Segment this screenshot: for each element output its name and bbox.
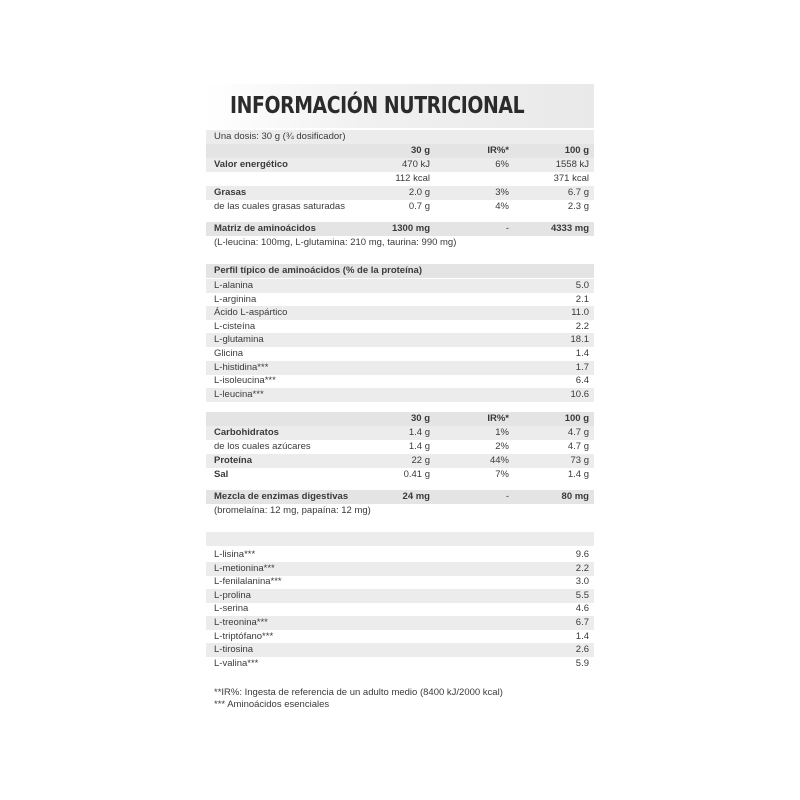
amino-row (206, 306, 594, 320)
amino-row (206, 293, 594, 307)
amino-value: 6.7 (575, 617, 589, 628)
amino-name: L-triptófano*** (214, 630, 274, 642)
salt-row (206, 468, 594, 482)
amino-value: 2.6 (575, 644, 589, 656)
amino-name: L-cisteína (214, 320, 256, 332)
protein-30: 22 g (411, 455, 430, 466)
fat-ir: 3% (495, 187, 509, 198)
carbs-100: 4.7 g (567, 427, 589, 438)
saturated-row (206, 200, 594, 214)
amino-row (206, 279, 594, 293)
salt-100: 1.4 g (567, 469, 589, 480)
sugars-label: de los cuales azúcares (214, 441, 311, 452)
salt-label: Sal (214, 469, 229, 480)
amino-name: Glicina (214, 348, 244, 359)
energy-kj-30: 470 kJ (402, 159, 430, 170)
amino-value: 3.0 (575, 576, 589, 588)
amino-matrix-label: Matriz de aminoácidos (214, 223, 316, 234)
amino-name: L-treonina*** (214, 617, 268, 628)
protein-label: Proteína (214, 455, 253, 466)
enzymes-detail-row (206, 504, 594, 518)
energy-kcal-100: 371 kcal (553, 173, 589, 184)
energy-kj-100: 1558 kJ (555, 159, 589, 170)
amino-row (206, 320, 594, 334)
energy-label: Valor energético (214, 159, 288, 170)
amino-value: 1.7 (575, 361, 589, 373)
amino-value: 10.6 (570, 388, 589, 400)
amino-row (206, 630, 594, 644)
carbs-ir: 1% (495, 427, 509, 438)
amino-value: 5.9 (575, 657, 589, 669)
amino-name: L-tirosina (214, 644, 254, 656)
amino-matrix-ir: - (505, 223, 509, 234)
sugars-ir: 2% (495, 441, 509, 452)
protein-100: 73 g (570, 455, 589, 466)
dose-label: Una dosis: 30 g (¾ dosificador) (214, 131, 346, 142)
enzymes-30: 24 mg (402, 491, 430, 502)
amino-row (206, 657, 594, 671)
enzymes-label: Mezcla de enzimas digestivas (214, 491, 349, 502)
amino-row (206, 562, 594, 576)
amino-value: 1.4 (575, 630, 589, 642)
amino-value: 2.2 (575, 320, 589, 332)
spacer-row (206, 532, 594, 546)
amino-value: 5.0 (575, 280, 589, 291)
header-row-2 (206, 412, 594, 426)
header-100g: 100 g (564, 145, 589, 156)
footnote-ir: **IR%: Ingesta de referencia de un adulto medio (8400 kJ/2000 kcal) (214, 687, 503, 698)
amino-name: L-valina*** (214, 657, 259, 669)
amino-row (206, 388, 594, 402)
amino-name: L-alanina (214, 280, 254, 291)
energy-kcal-row (206, 172, 594, 186)
amino-row (206, 333, 594, 347)
enzymes-100: 80 mg (561, 491, 589, 502)
page-title: INFORMACIÓN NUTRICIONAL (230, 93, 525, 119)
header-ir: IR%* (487, 145, 509, 156)
amino-name: L-fenilalanina*** (214, 576, 282, 588)
amino-row (206, 575, 594, 589)
salt-30: 0.41 g (403, 469, 430, 480)
amino-name: L-glutamina (214, 334, 264, 346)
carbs-row (206, 426, 594, 440)
fat-row (206, 186, 594, 200)
amino-row (206, 616, 594, 630)
fat-30: 2.0 g (408, 187, 430, 198)
amino-row (206, 361, 594, 375)
enzymes-detail: (bromelaína: 12 mg, papaína: 12 mg) (214, 505, 371, 516)
header-row-1 (206, 144, 594, 158)
enzymes-row (206, 490, 594, 504)
dose-row (206, 130, 594, 144)
carbs-label: Carbohidratos (214, 427, 279, 438)
saturated-label: de las cuales grasas saturadas (214, 201, 345, 212)
amino-row (206, 374, 594, 388)
energy-kcal-30: 112 kcal (395, 173, 430, 184)
amino-name: L-lisina*** (214, 549, 256, 560)
amino-value: 11.0 (571, 307, 589, 319)
amino-name: Ácido L-aspártico (214, 307, 288, 319)
saturated-30: 0.7 g (408, 201, 430, 212)
sugars-100: 4.7 g (567, 441, 589, 452)
title-bar (206, 84, 594, 128)
amino-name: L-isoleucina*** (214, 375, 276, 387)
sugars-30: 1.4 g (408, 441, 430, 452)
amino-value: 6.4 (575, 375, 589, 387)
amino-matrix-100: 4333 mg (550, 223, 589, 234)
header2-ir: IR%* (487, 413, 509, 424)
header2-30g: 30 g (410, 413, 430, 424)
amino-name: L-serina (214, 603, 249, 615)
profile-title: Perfil típico de aminoácidos (% de la proteína) (214, 265, 422, 276)
energy-row (206, 158, 594, 172)
nutrition-panel (206, 84, 594, 716)
amino-row (206, 548, 594, 562)
footnote-essential: *** Aminoácidos esenciales (214, 699, 330, 710)
amino-name: L-arginina (214, 293, 257, 305)
amino-value: 4.6 (575, 603, 589, 615)
amino-value: 9.6 (575, 549, 589, 560)
amino-name: L-leucina*** (214, 388, 264, 400)
amino-name: L-metionina*** (214, 562, 275, 574)
enzymes-ir: - (505, 491, 509, 502)
amino-name: L-histidina*** (214, 361, 269, 373)
saturated-100: 2.3 g (567, 201, 589, 212)
amino-value: 2.2 (575, 562, 589, 574)
protein-ir: 44% (489, 455, 509, 466)
amino-name: L-prolina (214, 589, 251, 601)
protein-row (206, 454, 594, 468)
salt-ir: 7% (495, 469, 509, 480)
amino-row (206, 347, 594, 361)
saturated-ir: 4% (495, 201, 509, 212)
amino-matrix-30: 1300 mg (391, 223, 430, 234)
amino-matrix-detail: (L-leucina: 100mg, L-glutamina: 210 mg, taurina: 990 mg) (214, 237, 457, 248)
profile-title-row (206, 264, 594, 278)
header2-100g: 100 g (564, 413, 589, 424)
amino-value: 1.4 (575, 348, 589, 359)
amino-matrix-detail-row (206, 236, 594, 250)
amino-row (206, 643, 594, 657)
sugars-row (206, 440, 594, 454)
amino-value: 5.5 (575, 589, 589, 601)
amino-value: 2.1 (575, 293, 589, 305)
carbs-30: 1.4 g (408, 427, 430, 438)
amino-row (206, 589, 594, 603)
fat-label: Grasas (214, 187, 247, 198)
energy-ir: 6% (495, 159, 509, 170)
amino-value: 18.1 (570, 334, 589, 346)
fat-100: 6.7 g (567, 187, 589, 198)
amino-row (206, 602, 594, 616)
header-30g: 30 g (410, 145, 430, 156)
amino-matrix-row (206, 222, 594, 236)
